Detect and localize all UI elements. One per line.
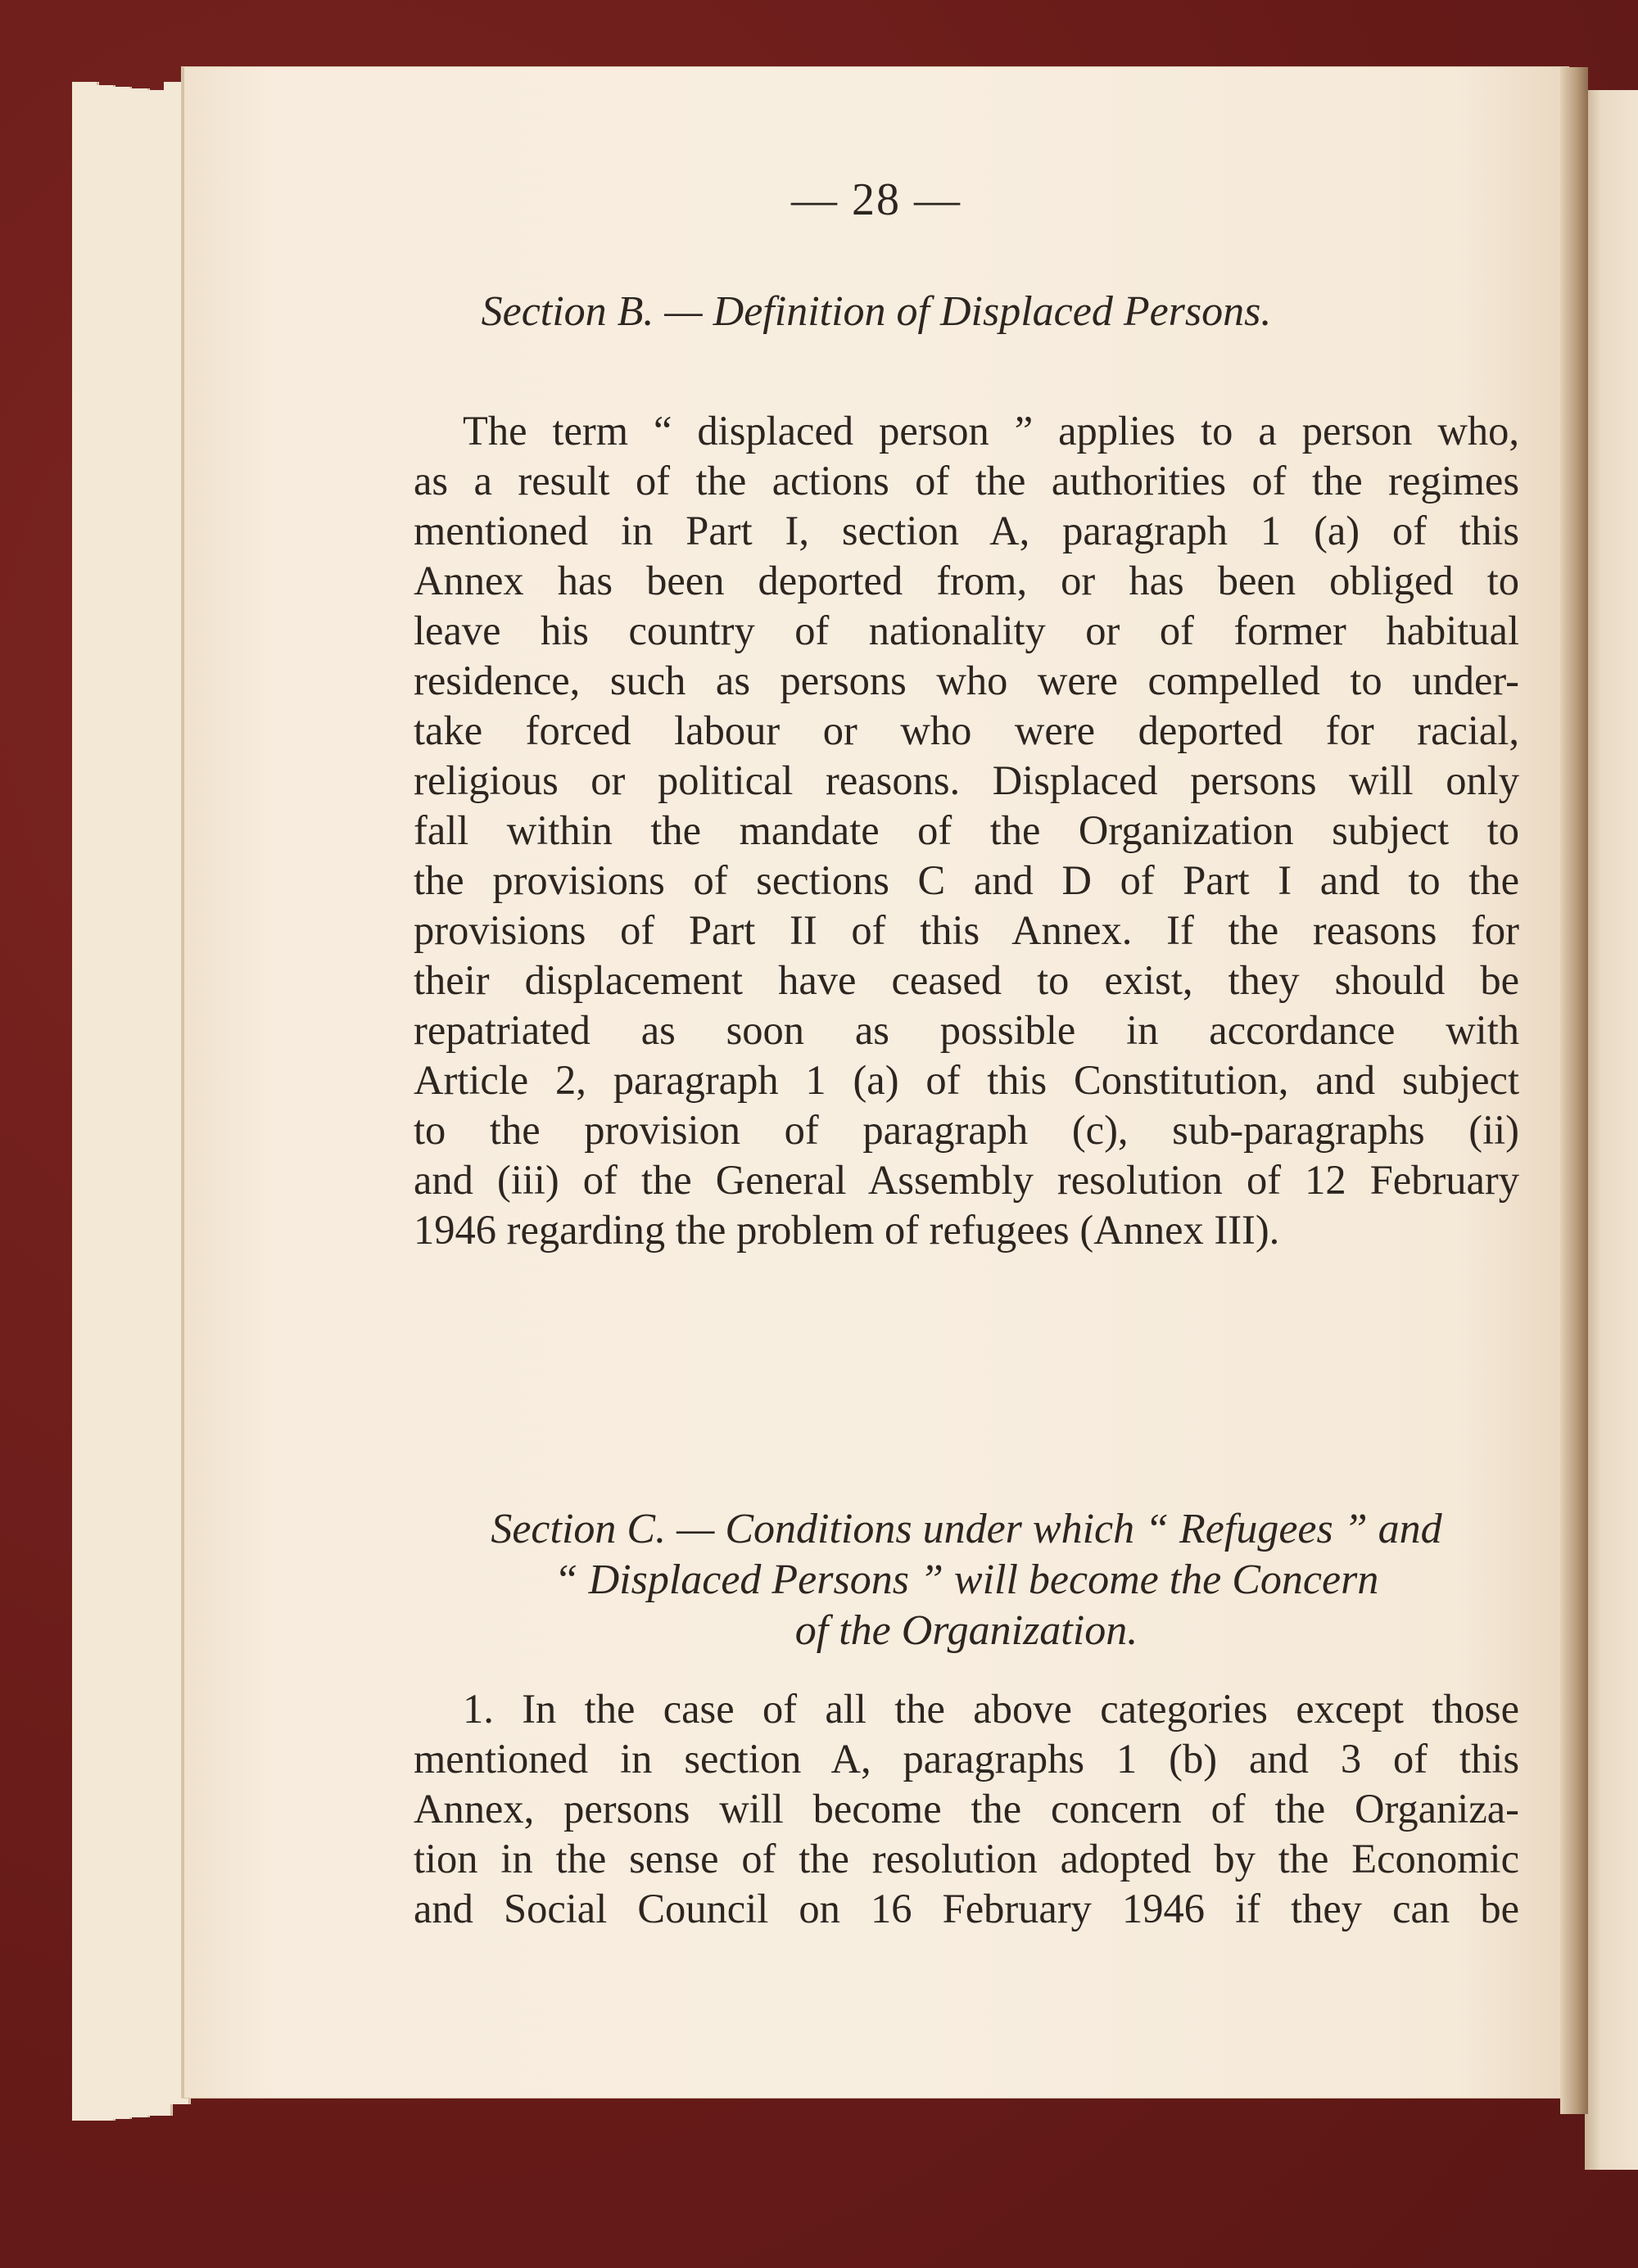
section-c-paragraph-1 — [414, 1684, 1519, 1934]
section-b-paragraph — [414, 406, 1519, 1255]
text-line: 1946 regarding the problem of refugees (Annex III). — [414, 1207, 1280, 1253]
heading-line: Section C. — Conditions under which “ Refugees ” and — [491, 1506, 1442, 1552]
text-line: religious or political reasons. Displaced persons will only — [414, 757, 1519, 803]
book-gutter — [1560, 67, 1588, 2114]
heading-line: “ Displaced Persons ” will become the Concern — [554, 1556, 1379, 1603]
text-line: mentioned in section A, paragraphs 1 (b) and 3 of this — [414, 1736, 1519, 1782]
section-c-heading — [414, 1504, 1519, 1656]
text-line: leave his country of nationality or of former habitual — [414, 608, 1519, 653]
text-line: as a result of the actions of the authorities of the regimes — [414, 458, 1519, 504]
text-line: repatriated as soon as possible in accordance with — [414, 1007, 1519, 1053]
text-line: and (iii) of the General Assembly resolution of 12 February — [414, 1157, 1519, 1203]
text-line: fall within the mandate of the Organization subject to — [414, 807, 1519, 853]
text-line: the provisions of sections C and D of Part I and to the — [414, 857, 1519, 903]
text-line: to the provision of paragraph (c), sub-paragraphs (ii) — [414, 1107, 1519, 1153]
text-line: provisions of Part II of this Annex. If the reasons for — [414, 907, 1519, 953]
page-number: — 28 — — [791, 174, 962, 225]
text-line: take forced labour or who were deported for racial, — [414, 707, 1519, 753]
text-line: The term “ displaced person ” applies to a person who, — [463, 408, 1519, 454]
text-line: Article 2, paragraph 1 (a) of this Constitution, and subject — [414, 1057, 1519, 1103]
page-content — [184, 67, 1568, 2098]
facing-page-edge — [1585, 90, 1638, 2170]
text-line: 1. In the case of all the above categories except those — [463, 1686, 1519, 1732]
text-line: mentioned in Part I, section A, paragraph 1 (a) of this — [414, 508, 1519, 553]
text-line: their displacement have ceased to exist, they should be — [414, 957, 1519, 1003]
text-line: Annex has been deported from, or has been obliged to — [414, 558, 1519, 603]
text-line: tion in the sense of the resolution adopted by the Economic — [414, 1836, 1519, 1882]
section-b-heading: Section B. — Definition of Displaced Persons. — [481, 288, 1272, 335]
heading-line: of the Organization. — [794, 1607, 1138, 1654]
text-line: Annex, persons will become the concern of the Organiza- — [414, 1786, 1519, 1832]
text-line: residence, such as persons who were compelled to under- — [414, 657, 1519, 703]
book-page — [182, 67, 1568, 2098]
text-line: and Social Council on 16 February 1946 if they can be — [414, 1886, 1519, 1931]
